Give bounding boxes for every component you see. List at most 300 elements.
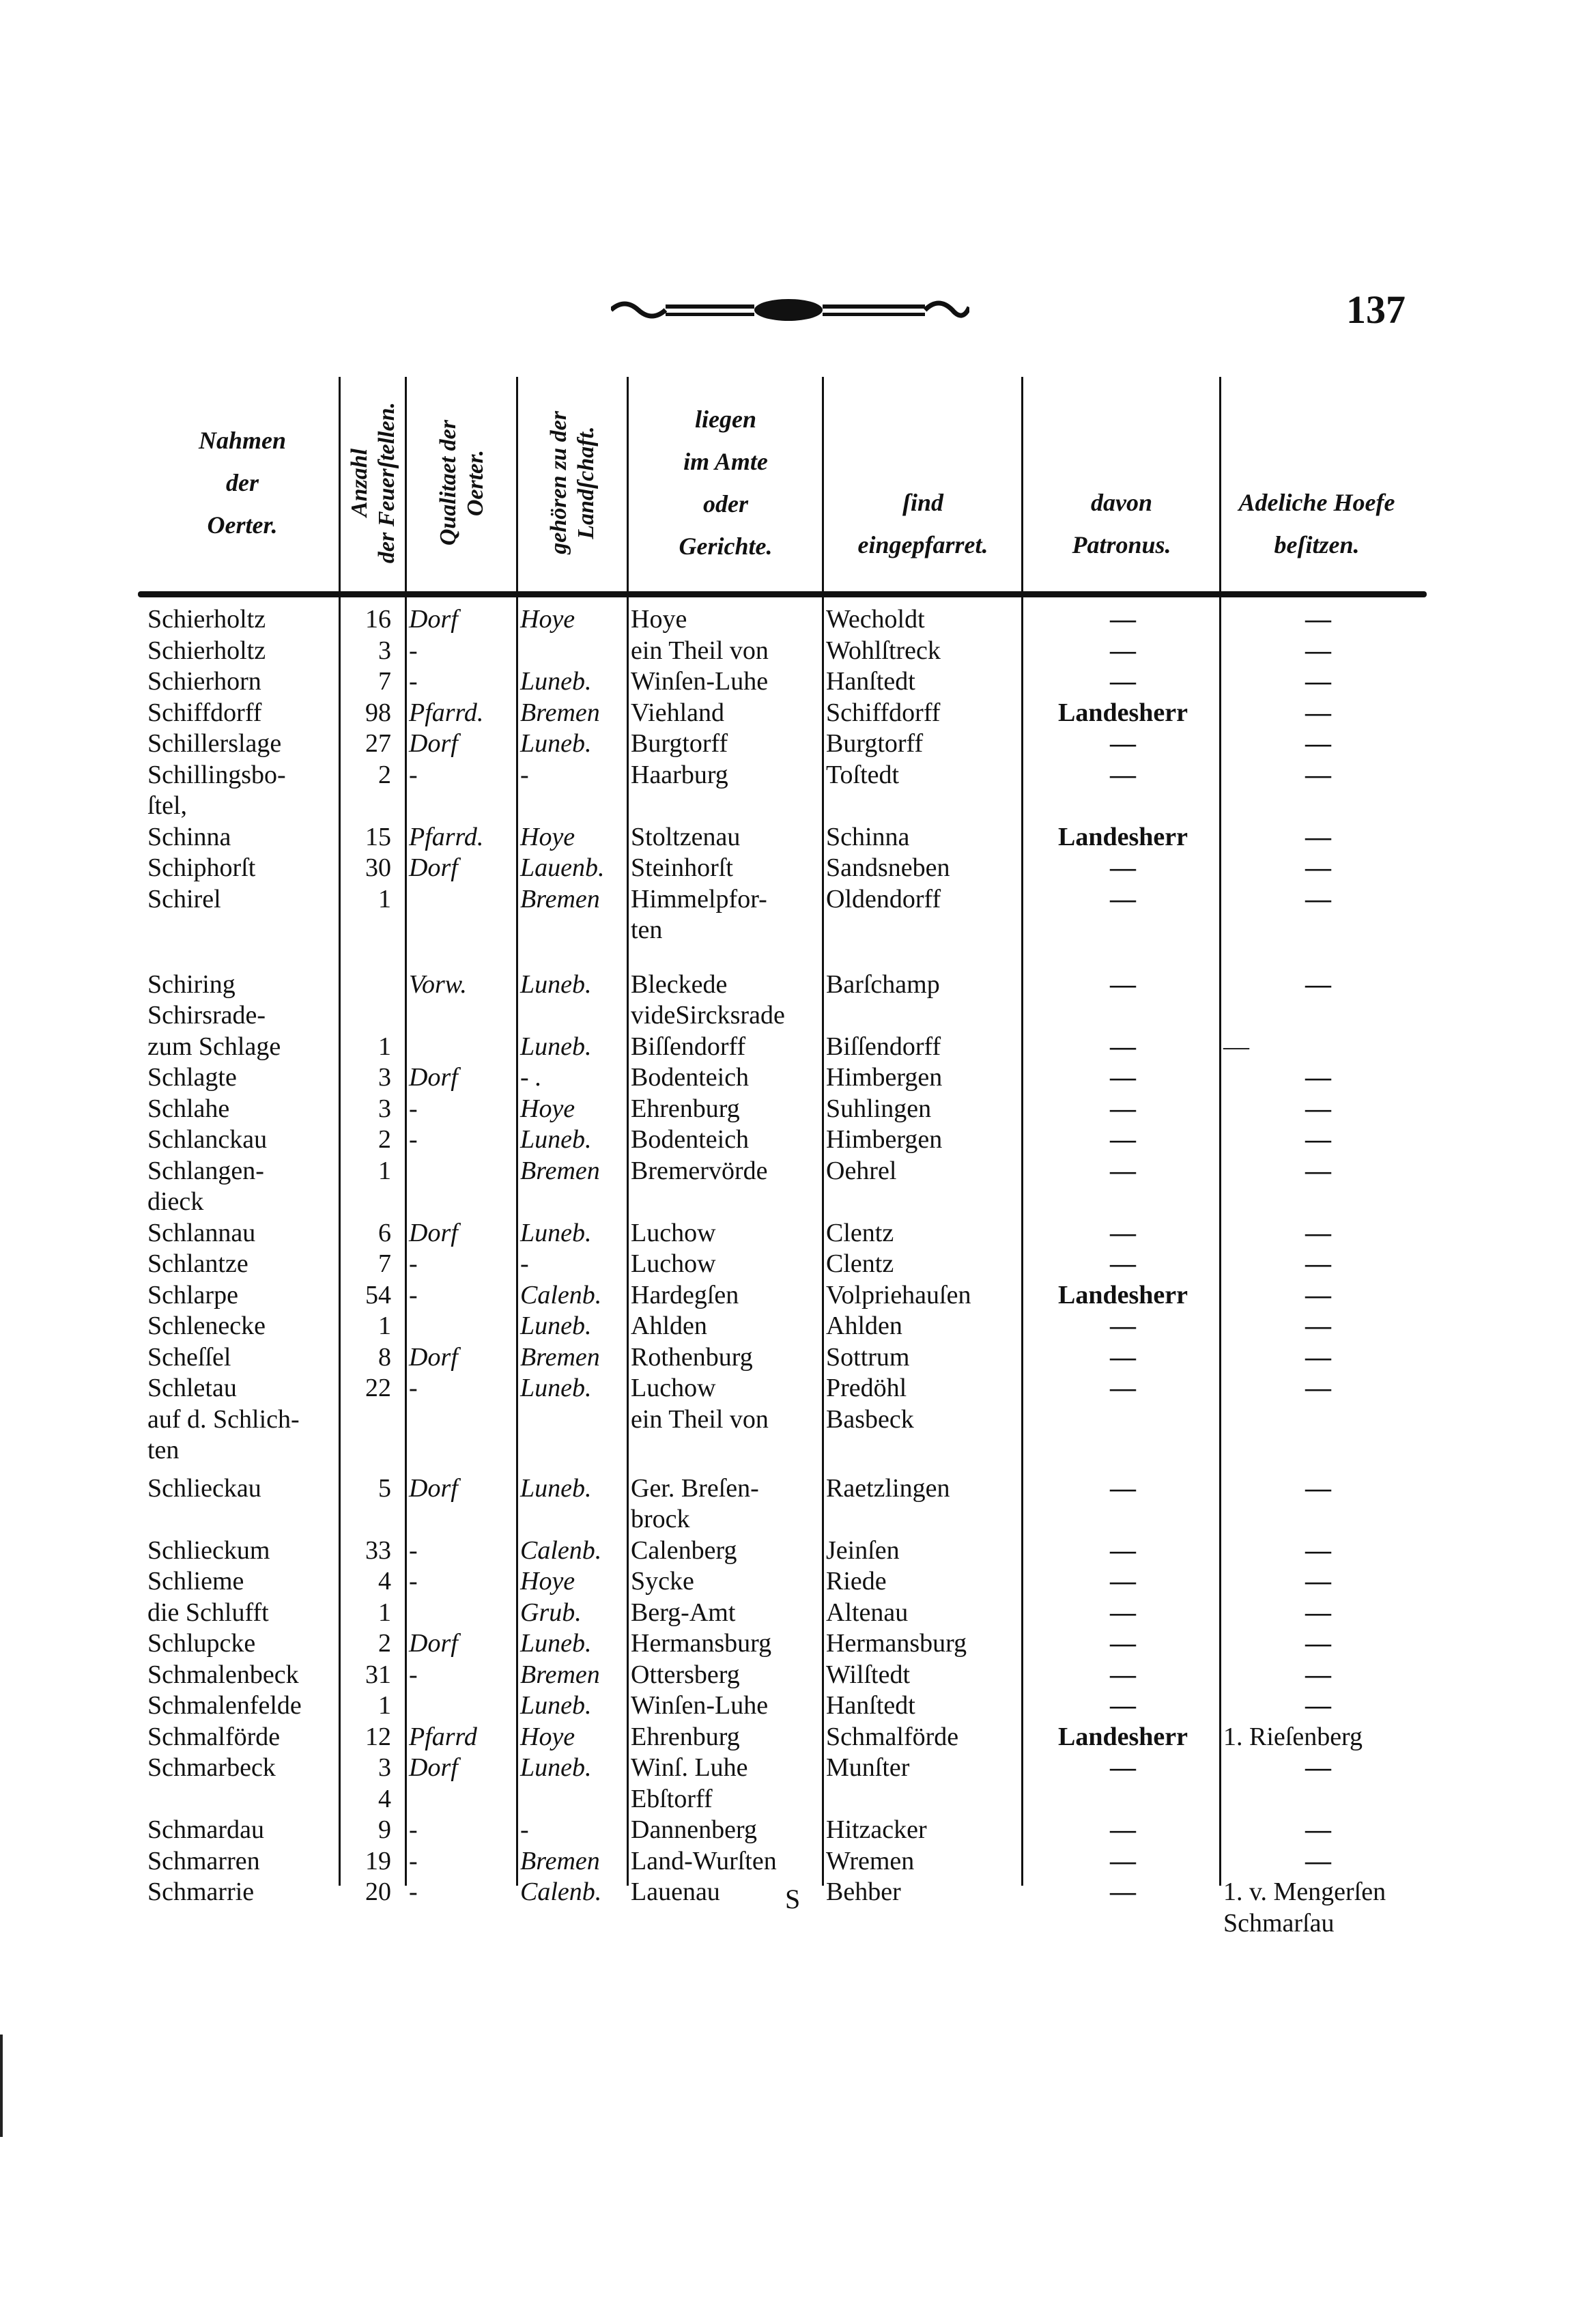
amt-cell: Steinhorſt	[631, 853, 733, 882]
place-name-cell: Schmalenfelde	[147, 1691, 302, 1720]
quality-cell	[406, 1000, 517, 1062]
parish-cell: Hanſtedt	[826, 667, 915, 696]
nobles-cell: —	[1305, 1125, 1331, 1154]
table-row	[145, 969, 1413, 1001]
parish-cell: Wecholdt	[826, 605, 925, 634]
landschaft-cell: Calenb.	[520, 1280, 602, 1309]
quality-cell: -	[409, 1877, 418, 1906]
landschaft-cell: Luneb.	[520, 1629, 592, 1658]
place-name-cell: Schmardau	[147, 1815, 264, 1844]
quality-cell: Dorf	[409, 1473, 458, 1503]
patron-cell: Landesherr	[1058, 1722, 1188, 1751]
table-row	[145, 853, 1413, 884]
quality-cell: Dorf	[409, 729, 458, 758]
place-name-cell: Schillerslage	[147, 729, 282, 758]
nobles-cell: —	[1305, 1249, 1331, 1278]
quality-cell: Dorf	[409, 1218, 458, 1247]
amt-cell: Burgtorff	[631, 729, 728, 758]
header-land: gehören zu der Landſchaft.	[546, 411, 599, 554]
table-row	[145, 1156, 1413, 1218]
fire-count-cell	[340, 1404, 406, 1466]
patron-cell: —	[1110, 1815, 1136, 1844]
landschaft-cell: Bremen	[520, 1156, 600, 1185]
quality-cell: Pfarrd.	[409, 698, 484, 727]
fire-count-cell: 98	[365, 698, 391, 727]
table-row	[145, 1124, 1413, 1156]
nobles-cell: —	[1305, 1815, 1331, 1844]
table-row	[145, 1753, 1413, 1815]
landschaft-cell: Luneb.	[520, 1374, 592, 1402]
patron-cell: —	[1110, 884, 1136, 913]
fire-count-cell: 3	[378, 636, 391, 665]
fire-count-cell: 3	[378, 1063, 391, 1092]
nobles-cell: —	[1305, 1598, 1331, 1627]
place-name-cell: Schierholtz	[147, 636, 266, 665]
parish-cell: Sandsneben	[826, 853, 950, 882]
table-row	[145, 1473, 1413, 1535]
landschaft-cell: Luneb.	[520, 1691, 592, 1720]
nobles-cell: —	[1305, 1660, 1331, 1689]
landschaft-cell: Hoye	[520, 1567, 575, 1596]
parish-cell: Behber	[826, 1877, 901, 1906]
fire-count-cell: 33	[365, 1535, 391, 1565]
patron-cell: —	[1110, 636, 1136, 665]
fire-count-cell: 4	[378, 1567, 391, 1596]
parish-cell: Himbergen	[826, 1125, 943, 1154]
amt-cell: Himmelpfor- ten	[631, 884, 767, 944]
landschaft-cell: Lauenb.	[520, 853, 605, 882]
table-row	[145, 604, 1413, 636]
nobles-cell: —	[1305, 822, 1331, 851]
landschaft-cell: -	[520, 760, 529, 789]
landschaft-cell	[517, 636, 628, 667]
fire-count-cell: 31	[365, 1660, 391, 1689]
patron-cell: —	[1110, 1691, 1136, 1720]
fire-count-cell: 1	[378, 1156, 391, 1185]
amt-cell: Luchow	[631, 1374, 716, 1402]
amt-cell: Lauenau	[631, 1877, 720, 1906]
quality-cell: Dorf	[409, 605, 458, 634]
table-row	[145, 822, 1413, 853]
fire-count-cell: 3 4	[378, 1753, 391, 1813]
nobles-cell: —	[1305, 698, 1331, 727]
patron-cell: —	[1110, 853, 1136, 882]
fire-count-cell: 2	[378, 760, 391, 789]
quality-cell: -	[409, 1094, 418, 1123]
place-name-cell: Schlanckau	[147, 1125, 268, 1154]
amt-cell: Land-Wurſten	[631, 1846, 777, 1875]
fire-count-cell: 9	[378, 1815, 391, 1844]
fire-count-cell: 8	[378, 1342, 391, 1372]
fire-count-cell: 27	[365, 729, 391, 758]
parish-cell: Himbergen	[826, 1063, 943, 1092]
nobles-cell: —	[1305, 884, 1331, 913]
place-name-cell: Schlannau	[147, 1218, 256, 1247]
place-name-cell: Schmarbeck	[147, 1753, 276, 1782]
quality-cell: -	[409, 1280, 418, 1309]
header-patron: davon Patronus.	[1072, 489, 1171, 558]
landschaft-cell: Hoye	[520, 605, 575, 634]
nobles-cell: —	[1305, 1629, 1331, 1658]
table-row	[145, 1280, 1413, 1312]
nobles-cell: —	[1305, 1218, 1331, 1247]
place-name-cell: Schmalenbeck	[147, 1660, 299, 1689]
quality-cell: -	[409, 1125, 418, 1154]
quality-cell: Dorf	[409, 1342, 458, 1372]
table-row	[145, 1660, 1413, 1691]
parish-cell: Basbeck	[826, 1404, 914, 1434]
table-row	[145, 884, 1413, 946]
header-quality: Qualitaet der Oerter.	[435, 419, 488, 546]
parish-cell: Clentz	[826, 1249, 894, 1278]
quality-cell	[406, 1404, 517, 1466]
landschaft-cell: Luneb.	[520, 1312, 592, 1340]
patron-cell: Landesherr	[1058, 822, 1188, 851]
fire-count-cell: 54	[365, 1280, 391, 1309]
place-name-cell: Schiphorſt	[147, 853, 256, 882]
quality-cell	[406, 884, 517, 946]
patron-cell: —	[1110, 1598, 1136, 1627]
parish-cell: Altenau	[826, 1598, 909, 1627]
nobles-cell: —	[1305, 969, 1331, 999]
landschaft-cell: - .	[520, 1063, 542, 1092]
table-row	[145, 698, 1413, 729]
fire-count-cell: 1	[378, 1691, 391, 1720]
amt-cell: Hermansburg	[631, 1629, 772, 1658]
table-row	[145, 1535, 1413, 1567]
patron-cell: —	[1110, 1156, 1136, 1185]
parish-cell: Jeinſen	[826, 1535, 900, 1565]
nobles-cell: —	[1305, 1753, 1331, 1782]
table-row	[145, 1815, 1413, 1846]
quality-cell: Dorf	[409, 1063, 458, 1092]
amt-cell: ein Theil von	[631, 1404, 769, 1434]
quality-cell: -	[409, 1567, 418, 1596]
amt-cell: Viehland	[631, 698, 725, 727]
decorative-ornament	[611, 295, 969, 325]
parish-cell: Schiffdorff	[826, 698, 941, 727]
scan-edge-mark	[0, 2035, 3, 2137]
amt-cell: Bremervörde	[631, 1156, 768, 1185]
nobles-cell: 1. v. Mengerſen Schmarſau	[1223, 1877, 1386, 1938]
patron-cell: Landesherr	[1058, 1280, 1188, 1309]
place-name-cell: Schlantze	[147, 1249, 248, 1278]
table-row	[145, 1249, 1413, 1280]
table-row	[145, 1342, 1413, 1374]
landschaft-cell: Hoye	[520, 822, 575, 851]
patron-cell: —	[1110, 1342, 1136, 1372]
patron-cell: —	[1110, 1032, 1136, 1061]
parish-cell: Schmalförde	[826, 1722, 959, 1751]
table-body	[145, 604, 1413, 1939]
parish-cell: Wilſtedt	[826, 1660, 910, 1689]
fire-count-cell: 15	[365, 822, 391, 851]
signature-mark: S	[785, 1884, 801, 1914]
patron-cell: —	[1110, 1218, 1136, 1247]
parish-cell: Biſſendorff	[826, 1032, 941, 1061]
quality-cell: -	[409, 1660, 418, 1689]
fire-count-cell: 1	[378, 1598, 391, 1627]
amt-cell: Rothenburg	[631, 1342, 753, 1372]
table-row	[145, 760, 1413, 822]
nobles-cell: —	[1305, 636, 1331, 665]
table-row	[145, 636, 1413, 667]
quality-cell	[406, 1598, 517, 1629]
parish-cell: Suhlingen	[826, 1094, 932, 1123]
amt-cell: Ehrenburg	[631, 1094, 740, 1123]
nobles-cell: —	[1305, 1691, 1331, 1720]
amt-cell: Sycke	[631, 1567, 694, 1596]
landschaft-cell: Luneb.	[520, 729, 592, 758]
fire-count-cell: 1	[378, 884, 391, 913]
amt-cell: Hoye	[631, 605, 687, 634]
amt-cell: videSircksrade Biſſendorff	[631, 1001, 785, 1061]
header-count: Anzahl der Feuerſtellen.	[346, 401, 399, 564]
patron-cell: —	[1110, 1125, 1136, 1154]
nobles-cell: —	[1305, 1473, 1331, 1503]
fire-count-cell: 12	[365, 1722, 391, 1751]
fire-count-cell: 3	[378, 1094, 391, 1123]
table-row	[145, 1598, 1413, 1629]
parish-cell: Wohlſtreck	[826, 636, 941, 665]
fire-count-cell: 2	[378, 1629, 391, 1658]
landschaft-cell: Bremen	[520, 1342, 600, 1372]
landschaft-cell: Luneb.	[520, 1125, 592, 1154]
parish-cell: Hanſtedt	[826, 1691, 915, 1720]
nobles-cell: —	[1305, 1374, 1331, 1402]
patron-cell: —	[1110, 1629, 1136, 1658]
parish-cell: Burgtorff	[826, 729, 924, 758]
place-name-cell: Schlieckum	[147, 1535, 270, 1565]
amt-cell: Ottersberg	[631, 1660, 740, 1689]
amt-cell: Calenberg	[631, 1535, 737, 1565]
landschaft-cell: Luneb.	[520, 667, 592, 696]
quality-cell: -	[409, 1374, 418, 1402]
table-row	[145, 1566, 1413, 1598]
parish-cell: Riede	[826, 1567, 887, 1596]
fire-count-cell	[340, 969, 406, 1001]
amt-cell: Luchow	[631, 1249, 716, 1278]
quality-cell: Dorf	[409, 1629, 458, 1658]
amt-cell: Bleckede	[631, 969, 728, 999]
quality-cell: Pfarrd	[409, 1722, 477, 1751]
nobles-cell: —	[1305, 853, 1331, 882]
table-row	[145, 1373, 1413, 1404]
place-name-cell: Schillingsbo- ſtel,	[147, 760, 286, 820]
nobles-cell: —	[1305, 1094, 1331, 1123]
header-parish: ſind eingepfarret.	[857, 489, 988, 558]
nobles-cell: —	[1305, 1567, 1331, 1596]
nobles-cell: —	[1305, 1280, 1331, 1309]
fire-count-cell: 5	[378, 1473, 391, 1503]
quality-cell: -	[409, 1535, 418, 1565]
fire-count-cell: 19	[365, 1846, 391, 1875]
nobles-cell	[1221, 1404, 1413, 1466]
patron-cell: Landesherr	[1058, 698, 1188, 727]
place-name-cell: Schierholtz	[147, 605, 266, 634]
fire-count-cell: 30	[365, 853, 391, 882]
landschaft-cell: Luneb.	[520, 1218, 592, 1247]
landschaft-cell: Hoye	[520, 1094, 575, 1123]
amt-cell: Ehrenburg	[631, 1722, 740, 1751]
amt-cell: Bodenteich	[631, 1063, 750, 1092]
fire-count-cell: 20	[365, 1877, 391, 1906]
parish-cell: Munſter	[826, 1753, 910, 1782]
landschaft-cell: -	[520, 1815, 529, 1844]
patron-cell: —	[1110, 667, 1136, 696]
fire-count-cell: 6	[378, 1218, 391, 1247]
nobles-cell: 1. Rieſenberg	[1223, 1722, 1363, 1751]
nobles-cell: —	[1305, 667, 1331, 696]
fire-count-cell: 16	[365, 605, 391, 634]
amt-cell: Hardegſen	[631, 1280, 739, 1309]
parish-cell: Volpriehauſen	[826, 1280, 971, 1309]
table-row	[145, 1877, 1413, 1939]
place-name-cell: auf d. Schlich- ten	[147, 1404, 300, 1464]
nobles-cell: —	[1305, 729, 1331, 758]
quality-cell: -	[409, 1249, 418, 1278]
parish-cell: Schinna	[826, 822, 910, 851]
quality-cell: Vorw.	[409, 969, 467, 999]
landschaft-cell: Bremen	[520, 1846, 600, 1875]
amt-cell: Ger. Breſen- brock	[631, 1473, 759, 1533]
parish-cell: Clentz	[826, 1218, 894, 1247]
place-name-cell: Schlangen- dieck	[147, 1156, 264, 1216]
quality-cell: Dorf	[409, 1753, 458, 1782]
amt-cell: Berg-Amt	[631, 1598, 736, 1627]
quality-cell: Dorf	[409, 853, 458, 882]
landschaft-cell: Bremen	[520, 698, 600, 727]
patron-cell: —	[1110, 605, 1136, 634]
quality-cell: -	[409, 636, 418, 665]
place-name-cell: Schirsrade- zum Schlage	[147, 1001, 281, 1061]
landschaft-cell: Calenb.	[520, 1877, 602, 1906]
fire-count-cell: 7	[378, 1249, 391, 1278]
place-name-cell: Schmalförde	[147, 1722, 281, 1751]
patron-cell: —	[1110, 1535, 1136, 1565]
amt-cell: Luchow	[631, 1218, 716, 1247]
landschaft-cell: Luneb.	[520, 1753, 592, 1782]
place-name-cell: Schirel	[147, 884, 221, 913]
fire-count-cell: 7	[378, 667, 391, 696]
fire-count-cell: 2	[378, 1125, 391, 1154]
place-name-cell: Schlagte	[147, 1063, 237, 1092]
place-name-cell: Schmarrie	[147, 1877, 255, 1906]
patron-cell: —	[1110, 1660, 1136, 1689]
table-row	[145, 1094, 1413, 1125]
header-amt: liegen im Amte oder Gerichte.	[679, 406, 773, 560]
nobles-cell: —	[1305, 760, 1331, 789]
place-name-cell: Scheſſel	[147, 1342, 231, 1372]
table-row	[145, 1722, 1413, 1753]
table-row	[145, 728, 1413, 760]
place-name-cell: Schlahe	[147, 1094, 230, 1123]
place-name-cell: Schlieme	[147, 1567, 244, 1596]
place-name-cell: Schinna	[147, 822, 231, 851]
nobles-cell: —	[1305, 1156, 1331, 1185]
table-header	[145, 377, 1413, 589]
place-name-cell: Schierhorn	[147, 667, 261, 696]
quality-cell	[406, 1311, 517, 1342]
table-row	[145, 1311, 1413, 1342]
patron-cell	[1023, 1404, 1221, 1466]
amt-cell: Stoltzenau	[631, 822, 741, 851]
header-name: Nahmen der Oerter.	[198, 427, 287, 539]
patron-cell: —	[1110, 969, 1136, 999]
parish-cell: Raetzlingen	[826, 1473, 950, 1503]
quality-cell: -	[409, 667, 418, 696]
patron-cell: —	[1110, 1473, 1136, 1503]
place-name-cell: Schlieckau	[147, 1473, 261, 1503]
table-row	[145, 666, 1413, 698]
nobles-cell: —	[1305, 1535, 1331, 1565]
nobles-cell: —	[1305, 1846, 1331, 1875]
landschaft-cell: Bremen	[520, 884, 600, 913]
quality-cell: -	[409, 1815, 418, 1844]
amt-cell: Dannenberg	[631, 1815, 758, 1844]
parish-cell: Oehrel	[826, 1156, 897, 1185]
nobles-cell: —	[1305, 1312, 1331, 1340]
landschaft-cell: Luneb.	[520, 1473, 592, 1503]
patron-cell: —	[1110, 1249, 1136, 1278]
parish-cell: Hitzacker	[826, 1815, 927, 1844]
amt-cell: Winſen-Luhe	[631, 1691, 769, 1720]
amt-cell: ein Theil von	[631, 636, 769, 665]
amt-cell: Bodenteich	[631, 1125, 750, 1154]
landschaft-cell: Luneb.	[520, 1032, 592, 1061]
nobles-cell: —	[1305, 1063, 1331, 1092]
parish-cell: Wremen	[826, 1846, 915, 1875]
place-name-cell: Schletau	[147, 1374, 237, 1402]
place-name-cell: Schiring	[147, 969, 236, 999]
fire-count-cell: 1	[378, 1312, 391, 1340]
nobles-cell: —	[1223, 1032, 1249, 1061]
patron-cell: —	[1110, 1063, 1136, 1092]
parish-cell: Predöhl	[826, 1374, 907, 1402]
parish-cell: Toſtedt	[826, 760, 900, 789]
header-nobles: Adeliche Hoefe beſitzen.	[1238, 489, 1395, 558]
table-row	[145, 1690, 1413, 1722]
place-name-cell: Schlenecke	[147, 1312, 266, 1340]
patron-cell: —	[1110, 729, 1136, 758]
patron-cell: —	[1110, 1846, 1136, 1875]
amt-cell: Winſ. Luhe Ebſtorff	[631, 1753, 748, 1813]
table-row	[145, 1846, 1413, 1877]
table-row	[145, 1000, 1413, 1062]
quality-cell: -	[409, 1846, 418, 1875]
place-name-cell: die Schlufft	[147, 1598, 269, 1627]
landschaft-cell	[517, 1404, 628, 1466]
quality-cell: Pfarrd.	[409, 822, 484, 851]
table-row	[145, 1404, 1413, 1466]
landschaft-cell: Luneb.	[520, 969, 592, 999]
place-name-cell: Schlarpe	[147, 1280, 238, 1309]
quality-cell	[406, 1156, 517, 1218]
patron-cell: —	[1110, 1312, 1136, 1340]
quality-cell: -	[409, 760, 418, 789]
fire-count-cell: 1	[378, 1032, 391, 1061]
landschaft-cell: Bremen	[520, 1660, 600, 1689]
amt-cell: Winſen-Luhe	[631, 667, 769, 696]
landschaft-cell: -	[520, 1249, 529, 1278]
landschaft-cell: Calenb.	[520, 1535, 602, 1565]
place-name-cell: Schmarren	[147, 1846, 260, 1875]
landschaft-cell: Grub.	[520, 1598, 582, 1627]
table-row	[145, 1628, 1413, 1660]
amt-cell: Haarburg	[631, 760, 728, 789]
table-row	[145, 1218, 1413, 1249]
patron-cell: —	[1110, 760, 1136, 789]
